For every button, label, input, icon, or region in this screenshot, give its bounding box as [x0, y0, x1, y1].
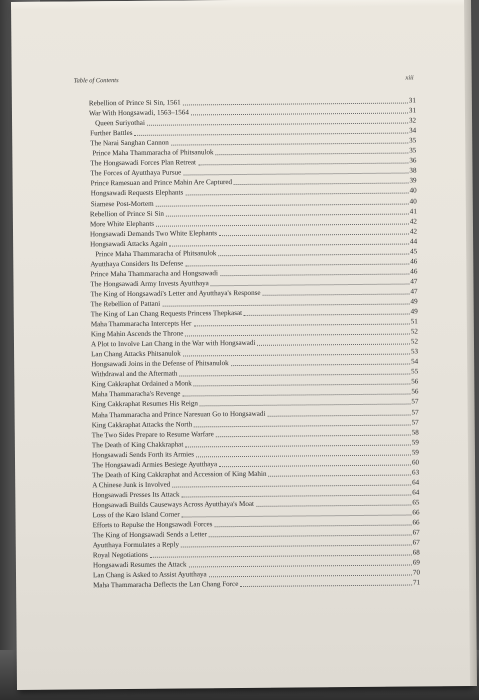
toc-entry-title: A Plot to Involve Lan Chang in the War with Hongsawadi [90, 339, 256, 349]
toc-entry-title: War With Hongsawadi, 1563–1564 [88, 108, 189, 118]
toc-entry-title: A Chinese Junk is Involved [92, 480, 171, 490]
toc-entry-page: 52 [410, 327, 418, 336]
toc-entry-title: Hongsawadi Attacks Again [90, 239, 168, 249]
dot-leader [268, 473, 411, 476]
dot-leader [231, 363, 410, 367]
toc-entry-title: More White Elephants [89, 219, 155, 228]
toc-entry-page: 46 [410, 267, 418, 276]
toc-entry-page: 49 [410, 307, 418, 316]
toc-entry-title: The Hongsawadi Forces Plan Retreat [90, 158, 197, 168]
dot-leader [209, 574, 412, 578]
toc-entry-title: Rebellion of Prince Si Sin, 1561 [88, 98, 181, 108]
toc-entry-title: Hongsawadi Joins in the Defense of Phitsanulok [91, 359, 229, 369]
toc-entry-title: The Narai Sanghan Cannon [90, 138, 169, 148]
dot-leader [211, 282, 410, 286]
toc-entry-page: 55 [411, 367, 419, 376]
dot-leader [209, 534, 412, 538]
toc-entry-page: 35 [409, 136, 417, 145]
toc-entry-title: Prince Maha Thammaracha and Hongsawadi [90, 269, 218, 279]
toc-entry-title: Royal Negotiations [92, 550, 148, 560]
toc-entry-page: 53 [410, 347, 419, 356]
toc-entry-page: 56 [411, 387, 419, 396]
dot-leader [200, 403, 411, 407]
book-page [11, 0, 471, 690]
toc-entry-page: 59 [411, 448, 419, 457]
toc-entry-page: 35 [409, 146, 417, 155]
toc-entry-page: 69 [412, 558, 420, 567]
header-title: Table of Contents [73, 77, 119, 85]
header-page-number: xiii [405, 74, 414, 82]
dot-leader [216, 152, 409, 156]
toc-entry-page: 63 [411, 468, 420, 477]
toc-entry-page: 68 [412, 548, 420, 557]
toc-entry-page: 44 [409, 237, 418, 246]
toc-entry-page: 51 [410, 317, 418, 326]
toc-entry-page: 59 [411, 438, 419, 447]
page-top-edge [11, 0, 465, 10]
toc-entry-title: Hongsawadi Demands Two White Elephants [89, 228, 217, 238]
toc-entry-title: Prince Maha Thammaracha of Phitsanulok [92, 148, 214, 158]
toc-entry-title: Withdrawal and the Aftermath [91, 369, 178, 379]
dot-leader [240, 584, 412, 587]
toc-entry-page: 31 [408, 96, 416, 105]
toc-entry-title: The Death of King Cakkraphat and Accession of King Mahin [92, 469, 267, 480]
toc-entry-page: 32 [408, 116, 417, 125]
toc-entry-title: The Two Sides Prepare to Resume Warfare [91, 429, 214, 439]
toc-entry-title: Ayutthaya Formulates a Reply [92, 540, 180, 550]
toc-entry-title: The King of Hongsawadi's Letter and Ayutthaya's Response [90, 288, 261, 299]
toc-entry-page: 66 [412, 508, 420, 517]
dot-leader [257, 343, 410, 346]
toc-entry-title: The Forces of Ayutthaya Pursue [90, 168, 182, 178]
toc-entry-title: Maha Thammaracha's Revenge [91, 389, 181, 399]
toc-entry-page: 70 [412, 568, 421, 577]
toc-entry-title: Maha Thammaracha Intercepts Her [90, 319, 192, 329]
dot-leader [234, 182, 408, 186]
dot-leader [263, 292, 410, 295]
toc-entry-page: 34 [409, 126, 417, 135]
toc-entry-title: The King of Lan Chang Requests Princess Thepkasat [90, 309, 243, 319]
toc-entry-page: 54 [411, 357, 419, 366]
dot-leader [214, 524, 411, 528]
dot-leader [219, 463, 411, 467]
toc-entry-page: 36 [409, 156, 417, 165]
toc-entry-title: King Cakkraphat Ordained a Monk [91, 379, 192, 389]
toc-entry-page: 67 [412, 528, 420, 537]
toc-entry-title: The Rebellion of Pattani [90, 299, 161, 309]
toc-entry-page: 64 [412, 488, 420, 497]
dot-leader [220, 272, 409, 276]
toc-entry-page: 45 [410, 247, 418, 256]
toc-entry-title: The Hongsawadi Armies Besiege Ayutthaya [92, 459, 218, 470]
toc-entry-title: The Death of King Chakkraphat [91, 440, 184, 449]
dot-leader [267, 413, 410, 416]
toc-entry-page: 40 [409, 196, 417, 206]
toc-entry-page: 41 [409, 207, 417, 216]
toc-entry-title: Lan Chang Attacks Phitsanulok [91, 349, 181, 359]
toc-entry-title: King Mahin Ascends the Throne [90, 329, 184, 339]
toc-entry-title: Efforts to Repulse the Hongsawadi Forces [92, 520, 213, 530]
toc-entry-title: Queen Suriyothai [95, 118, 145, 128]
toc-entry-title: Hongsawadi Resumes the Attack [92, 560, 187, 570]
toc-entry-page: 38 [409, 166, 417, 175]
toc-entry-title: The Hongsawadi Army Invests Ayutthaya [90, 279, 209, 289]
toc-entry-page: 39 [409, 176, 417, 185]
toc-entry-title: Ayutthaya Considers Its Defense [90, 259, 184, 269]
toc-entry-title: Rebellion of Prince Si Sin [89, 209, 164, 218]
toc-entry-title: Hongsawadi Sends Forth its Armies [91, 450, 195, 459]
toc-entry-title: Siamese Post-Mortem [90, 199, 154, 208]
dot-leader [244, 313, 410, 316]
toc-entry-page: 46 [410, 257, 418, 266]
toc-entry-page: 42 [409, 227, 418, 236]
dot-leader [256, 503, 411, 506]
page-right-edge [464, 0, 477, 686]
toc-list [73, 95, 420, 590]
toc-entry-page: 47 [410, 277, 418, 286]
toc-entry-page: 47 [410, 287, 418, 296]
dot-leader [198, 162, 408, 166]
toc-entry-page: 64 [412, 478, 420, 487]
toc-entry-title: Prince Maha Thammaracha of Phitsanulok [95, 248, 217, 259]
toc-entry-page: 57 [411, 417, 419, 427]
toc-entry-page: 65 [412, 498, 420, 507]
toc-entry-page: 57 [411, 397, 419, 406]
toc-entry-title: Hongsawadi Presses Its Attack [92, 490, 180, 500]
toc-entry-title: Hongsawadi Builds Causeways Across Ayutthaya's Moat [92, 499, 255, 510]
toc-entry-title: Loss of the Kæo Island Corner [92, 510, 180, 520]
running-header [74, 74, 414, 84]
toc-entry-title: King Cakkraphat Resumes His Reign [91, 399, 198, 409]
dot-leader [219, 232, 409, 236]
toc-entry-page: 67 [412, 538, 420, 547]
toc-entry-title: Further Battles [90, 129, 133, 138]
toc-entry-page: 40 [409, 186, 417, 195]
toc-entry-title: The King of Hongsawadi Sends a Letter [92, 530, 207, 540]
toc-entry-title: Maha Thammaracha Deflects the Lan Chang Force [93, 580, 239, 590]
toc-entry-page: 31 [408, 106, 417, 115]
toc-entry-title: Prince Ramesuan and Prince Mahin Are Captured [90, 178, 233, 188]
toc-entry-page: 57 [411, 407, 419, 417]
dot-leader [216, 433, 411, 437]
toc-entry-page: 58 [411, 428, 419, 437]
dot-leader [218, 252, 409, 256]
toc-entry-page: 56 [411, 377, 419, 386]
toc-entry-page: 71 [412, 578, 421, 587]
toc-entry-page: 49 [410, 297, 418, 306]
toc-entry-title: Hongsawadi Requests Elephants [90, 188, 184, 198]
toc-entry-title: King Cakkraphat Attacks the North [91, 419, 193, 429]
toc-entry-page: 42 [409, 217, 417, 226]
toc-entry-title: Maha Thammaracha and Prince Naresuan Go to Hongsawadi [91, 409, 266, 419]
toc-entry-page: 60 [411, 458, 420, 467]
toc-entry-page: 66 [412, 518, 420, 527]
toc-entry-page: 52 [410, 337, 419, 346]
toc-entry-title: Lan Chang is Asked to Assist Ayutthaya [92, 570, 207, 580]
